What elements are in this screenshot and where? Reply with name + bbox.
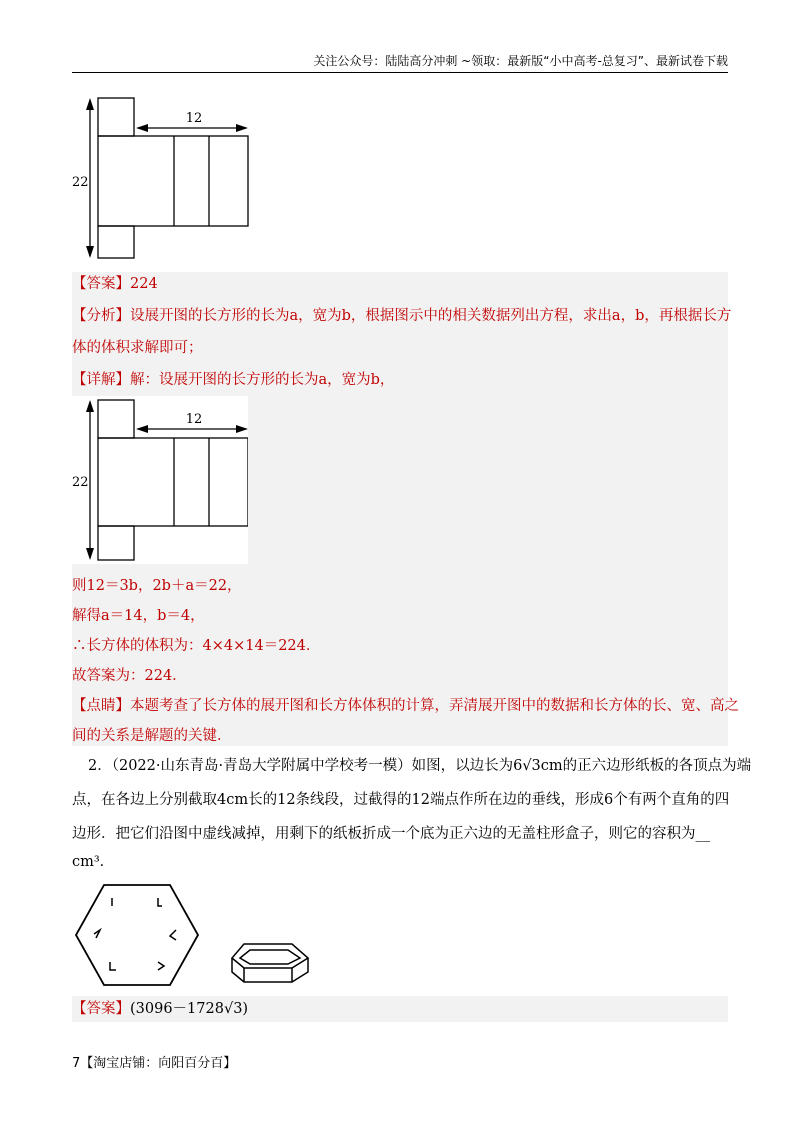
height-label: 22 [72,175,89,190]
analysis-tag: 【分析】 [72,308,130,324]
comment-tag: 【点睛】 [72,698,130,714]
step-1: 则12＝3b，2b＋a＝22， [72,578,242,594]
detail-line [72,370,394,390]
box-net-figure-1 [68,92,258,262]
step-2: 解得a＝14，b＝4， [72,608,205,624]
hexagon-board-figure [72,880,202,990]
answer-tag: 【答案】 [72,276,130,292]
question-2-line-4: cm³． [72,854,115,870]
comment-text-2: 间的关系是解题的关键． [72,728,232,744]
net-bottom-face [98,226,134,258]
analysis-line-2 [72,338,203,358]
height-label-2: 22 [72,475,89,490]
detail-tag: 【详解】 [72,372,130,388]
comment-line-2 [72,726,232,746]
comment-line-1 [72,696,739,716]
step-3: ∴长方体的体积为：4×4×14＝224． [72,638,321,654]
step-4: 故答案为：224． [72,668,187,684]
comment-text-1: 本题考查了长方体的展开图和长方体体积的计算，弄清展开图中的数据和长方体的长、宽、高之 [130,698,739,714]
hexagonal-box-figure [228,938,314,986]
answer-2-tag: 【答案】 [72,1001,130,1017]
answer-value: 224 [130,276,158,292]
net-middle-strip [98,136,248,226]
answer-1 [72,274,158,294]
width-label: 12 [185,111,203,126]
box-net-figure-2 [72,396,248,564]
page-header [72,52,728,73]
analysis-line-1 [72,306,731,326]
question-2-line-3: 边形．把它们沿图中虚线减掉，用剩下的纸板折成一个底为正六边的无盖柱形盒子，则它的容积为__ [72,826,710,842]
question-2-line-1 [88,756,751,776]
answer-2-value: (3096－1728√3) [130,1001,249,1017]
q2-side-length: 6√3cm [513,758,563,774]
q2-text-c: 的正六边形纸板的各顶点为端 [562,758,752,774]
detail-text: 解：设展开图的长方形的长为a，宽为b， [130,372,395,388]
answer-2 [72,999,248,1019]
q2-text-a: 2．（2022·山东青岛·青岛大学附属中学校考一模）如图，以边长为 [88,758,514,774]
width-label-2: 12 [185,412,203,427]
net-top-face [98,98,134,136]
header-text: 关注公众号：陆陆高分冲刺 ~领取：最新版“小中高考-总复习”、最新试卷下载 [313,54,728,68]
question-2-line-2: 点，在各边上分别截取4cm长的12条线段，过截得的12端点作所在边的垂线，形成6个有两个直角的四 [72,792,730,808]
analysis-text-1: 设展开图的长方形的长为a，宽为b，根据图示中的相关数据列出方程，求出a，b，再根据长方 [130,308,732,324]
footer-text: 7【淘宝店铺：向阳百分百】 [72,1056,237,1071]
page-footer [72,1052,236,1071]
analysis-text-2: 体的体积求解即可； [72,340,203,356]
